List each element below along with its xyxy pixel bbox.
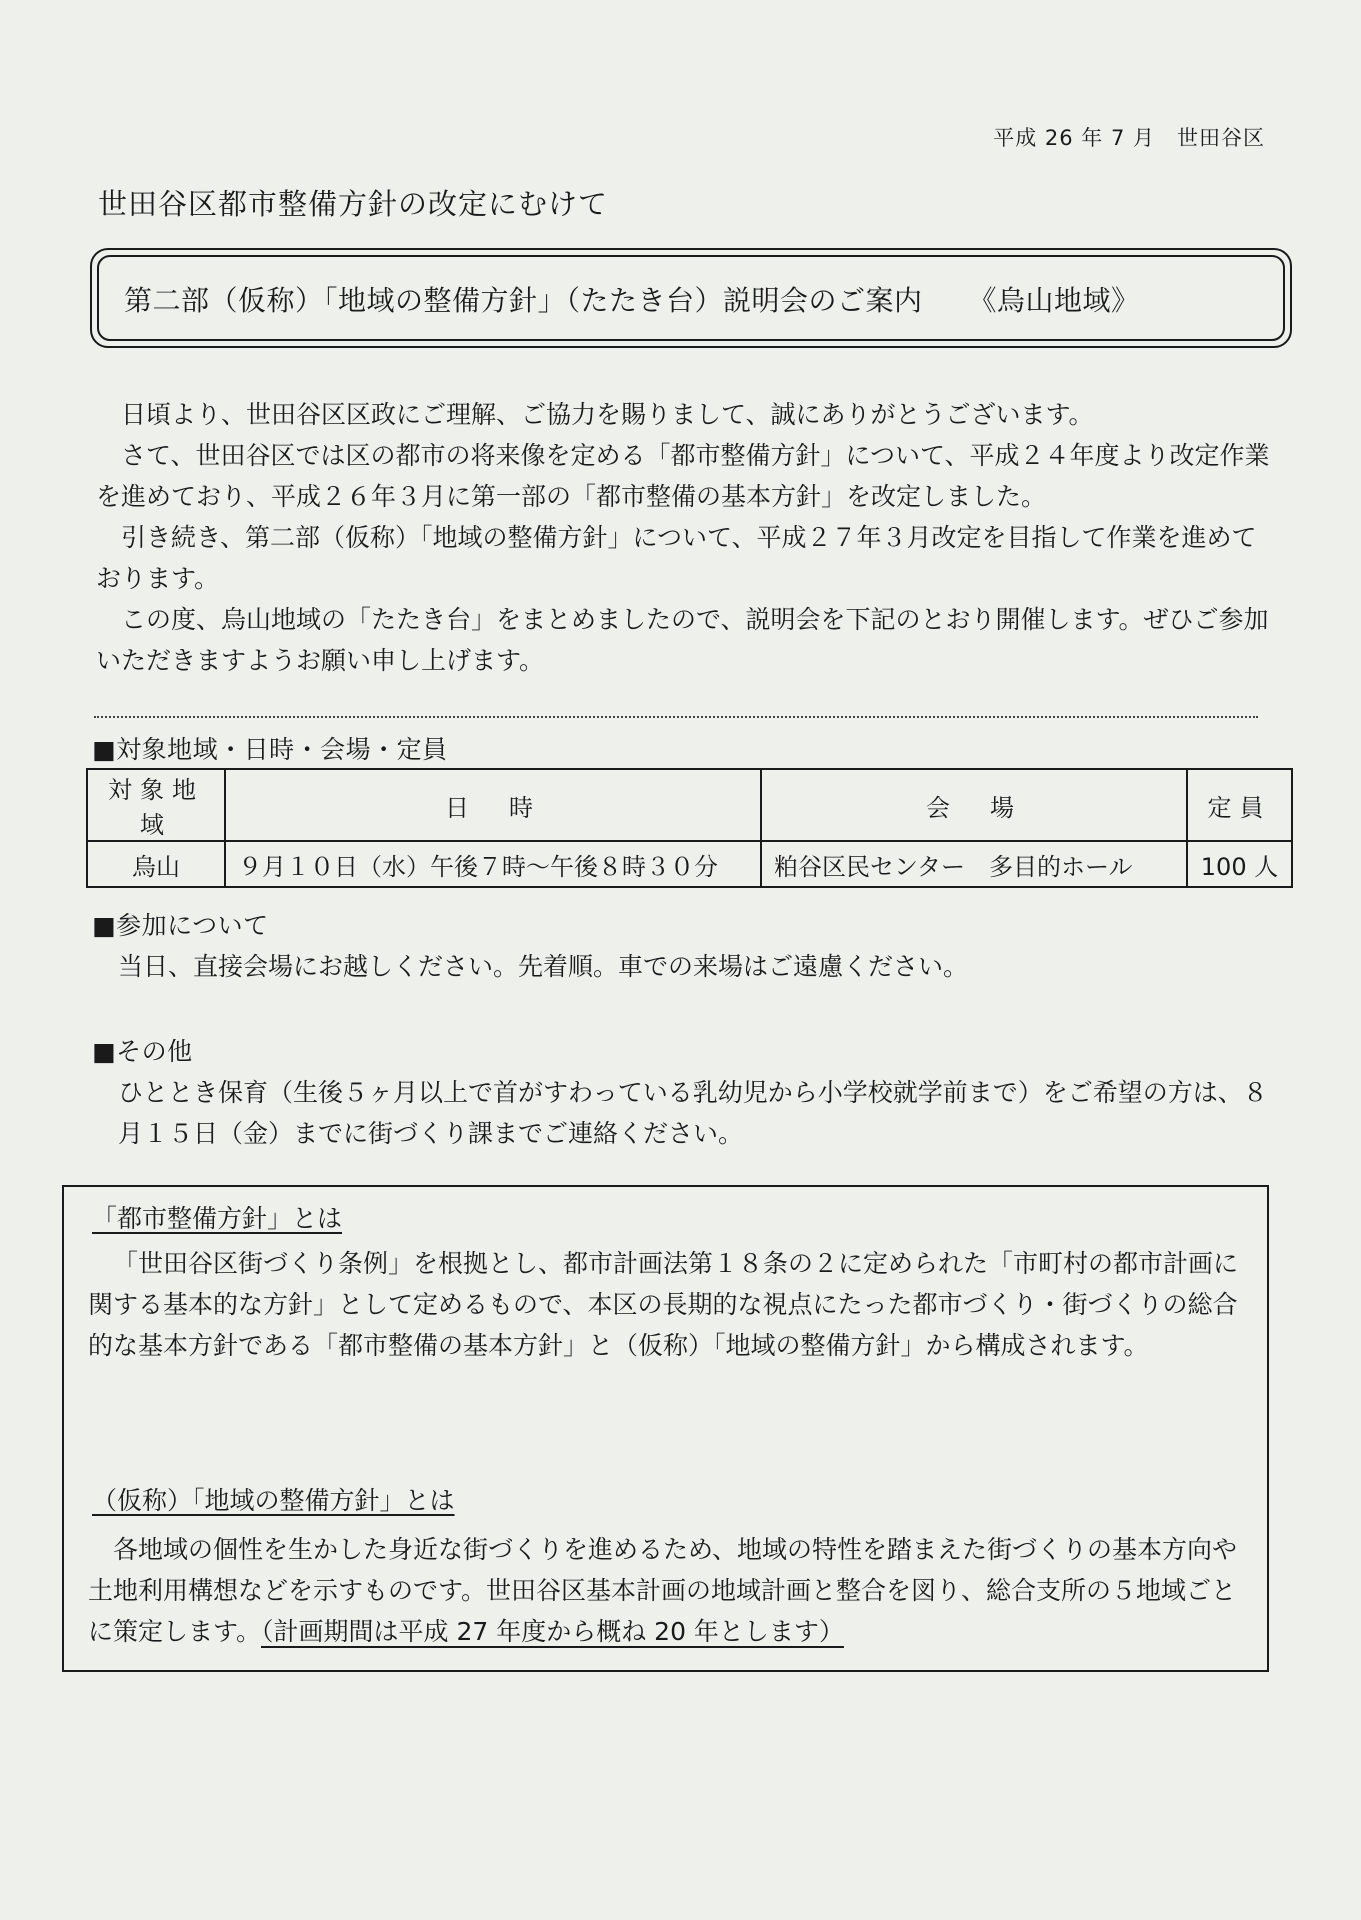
header-capacity: 定員 [1187,769,1292,841]
plan-definition-text: 「世田谷区街づくり条例」を根拠とし、都市計画法第１８条の２に定められた「市町村の都市計画に関する基本的な方針」として定めるもので、本区の長期的な視点にたった都市づくり・街づくりの総合的な基本方針である「都市整備の基本方針」と（仮称）「地域の整備方針」から構成されます。 [88,1249,1239,1360]
participation-label: ■参加について [92,911,269,940]
area-definition-title: （仮称）「地域の整備方針」とは [92,1486,455,1515]
intro-paragraph: 引き続き、第二部（仮称）「地域の整備方針」について、平成２７年３月改定を目指して作業を進めております。 [96,523,1257,593]
intro-text [96,394,1271,681]
participation-text: 当日、直接会場にお越しください。先着順。車での来場はご遠慮ください。 [118,952,969,981]
cell-venue: 粕谷区民センター 多目的ホール [761,841,1187,887]
date-issuer: 平成 26 年 7 月 世田谷区 [993,126,1265,150]
header-area: 対象地域 [87,769,225,841]
plan-definition-title: 「都市整備方針」とは [92,1204,343,1233]
area-label: 《烏山地域》 [968,284,1140,317]
intro-paragraph: 日頃より、世田谷区区政にご理解、ご協力を賜りまして、誠にありがとうございます。 [121,400,1094,429]
schedule-table [86,768,1293,888]
page-title: 第二部（仮称）「地域の整備方針」（たたき台）説明会のご案内 [124,284,923,317]
cell-datetime: ９月１０日（水）午後７時～午後８時３０分 [225,841,761,887]
title-box [90,248,1292,348]
header-datetime: 日 時 [225,769,761,841]
other-label: ■その他 [92,1037,193,1066]
area-definition-text: 各地域の個性を生かした身近な街づくりを進めるため、地域の特性を踏まえた街づくりの基本方向や土地利用構想などを示すものです。世田谷区基本計画の地域計画と整合を図り、総合支所の５地域ごとに策定します。 [88,1535,1238,1646]
other-text: ひととき保育（生後５ヶ月以上で首がすわっている乳幼児から小学校就学前まで）をご希望の方は、８月１５日（金）までに街づくり課までご連絡ください。 [118,1078,1268,1148]
plan-definition-body [88,1243,1248,1366]
schedule-label: ■対象地域・日時・会場・定員 [92,735,448,764]
title-line [124,279,1140,319]
definition-box [62,1185,1269,1672]
table-header-row [87,769,1292,841]
page-heading: 世田谷区都市整備方針の改定にむけて [98,187,609,221]
cell-area: 烏山 [87,841,225,887]
header-venue: 会 場 [761,769,1187,841]
table-row [87,841,1292,887]
plan-period-note: （計画期間は平成 27 年度から概ね 20 年とします） [261,1617,844,1646]
cell-capacity: 100 人 [1187,841,1292,887]
intro-paragraph: この度、烏山地域の「たたき台」をまとめましたので、説明会を下記のとおり開催します。ぜひご参加いただきますようお願い申し上げます。 [96,605,1269,675]
area-definition-body [88,1529,1248,1652]
intro-paragraph: さて、世田谷区では区の都市の将来像を定める「都市整備方針」について、平成２４年度より改定作業を進めており、平成２６年３月に第一部の「都市整備の基本方針」を改定しました。 [96,441,1270,511]
dotted-divider [94,716,1258,718]
